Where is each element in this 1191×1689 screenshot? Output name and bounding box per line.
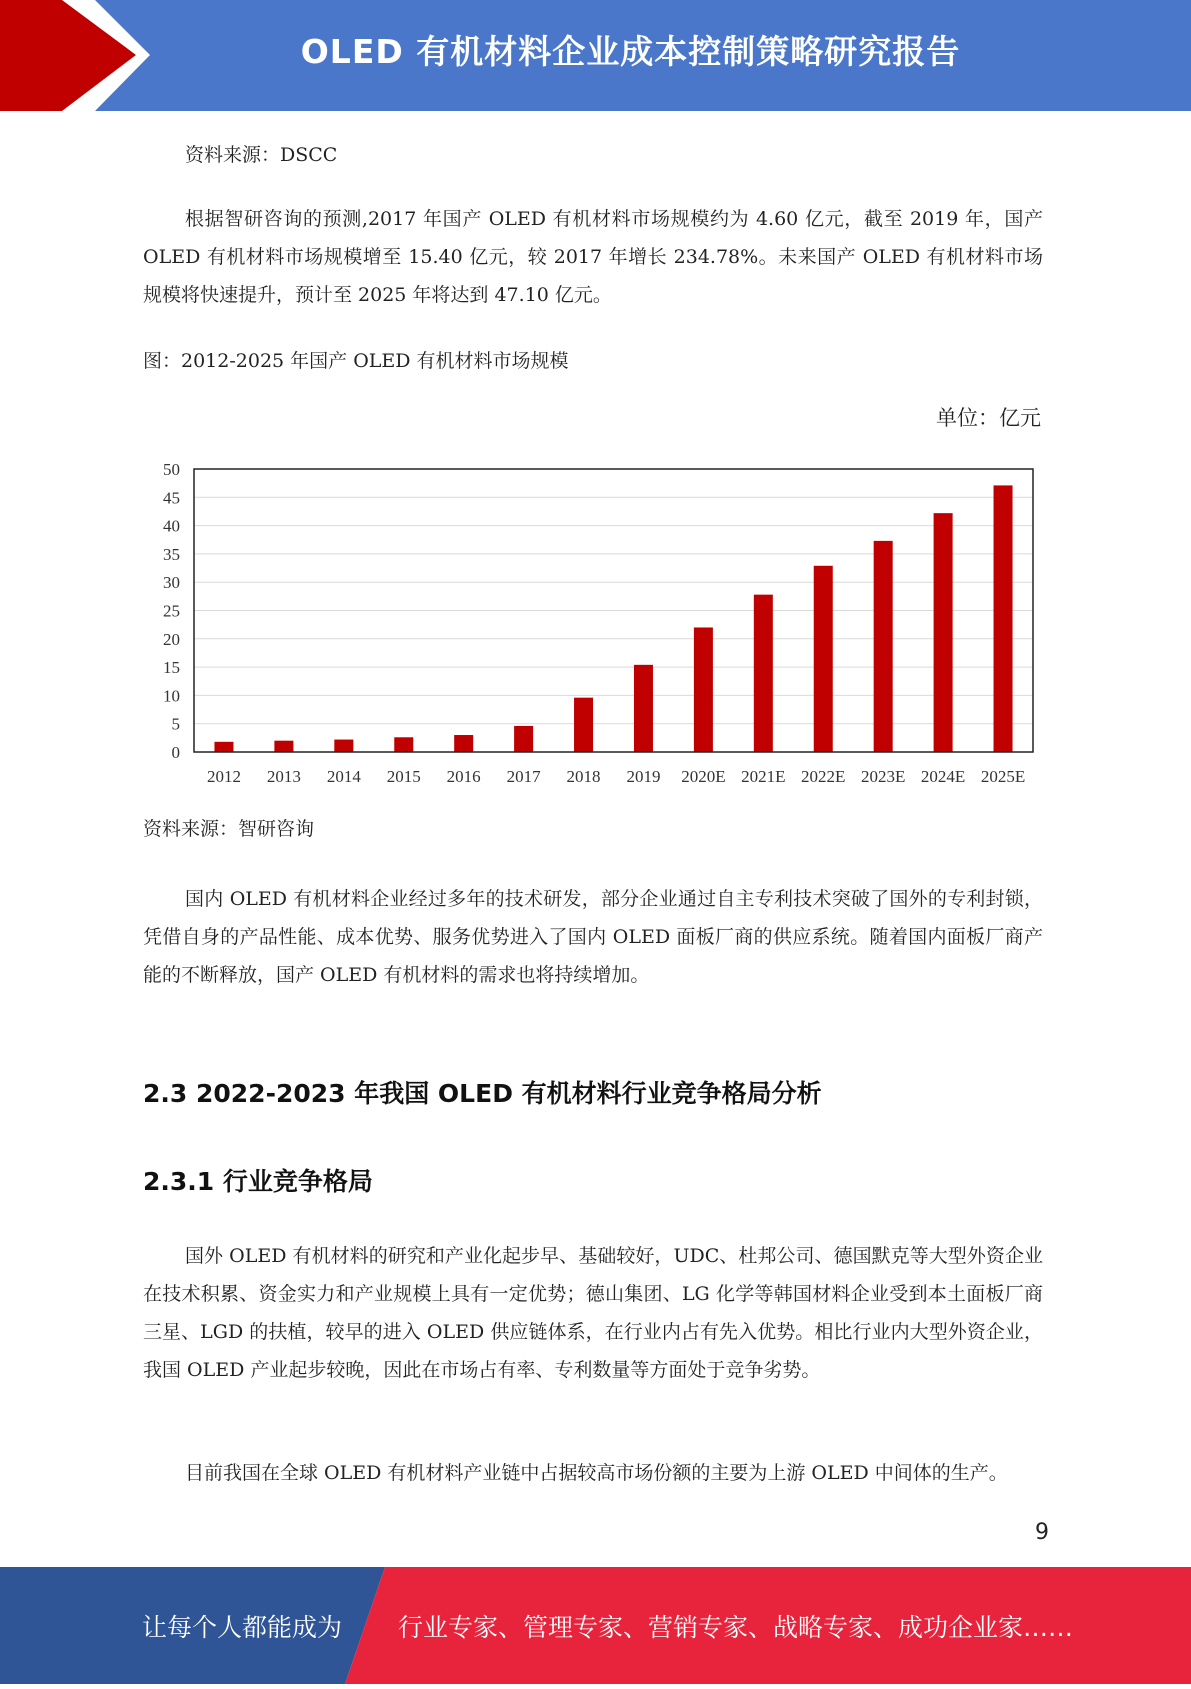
x-tick-label: 2013 [266, 767, 301, 786]
bar [214, 742, 233, 752]
x-tick-label: 2017 [506, 767, 541, 786]
x-tick-label: 2024E [920, 767, 966, 786]
y-tick-label: 30 [163, 573, 180, 593]
bar [334, 740, 353, 752]
footer-slogan-left: 让每个人都能成为 [142, 1613, 343, 1642]
y-tick-label: 35 [163, 544, 180, 564]
bar [634, 665, 653, 752]
y-tick-label: 20 [163, 629, 180, 649]
source-note-chart: 资料来源：智研咨询 [143, 818, 315, 840]
bar [454, 735, 473, 752]
paragraph-upstream: 目前我国在全球 OLED 有机材料产业链中占据较高市场份额的主要为上游 OLED 中间体的生产。 [185, 1462, 1008, 1484]
y-tick-label: 45 [163, 488, 180, 508]
x-tick-label: 2023E [860, 767, 906, 786]
y-tick-label: 0 [171, 743, 180, 762]
x-tick-label: 2022E [801, 767, 846, 786]
paragraph-market-forecast: 根据智研咨询的预测,2017 年国产 OLED 有机材料市场规模约为 4.60 亿元，截至 2019 年，国产 OLED 有机材料市场规模增至 15.40 亿元，较 2017 年增长 234.78%。未来国产 OLED 有机材料市场规模将快速提升，预计至 2025 年将达到 47.10 亿元。 [143, 208, 1043, 306]
bar [814, 566, 833, 752]
section-heading-2-3-1: 2.3.1 行业竞争格局 [143, 1167, 373, 1196]
bar [514, 726, 533, 752]
bar [754, 595, 773, 752]
x-tick-label: 2019 [626, 767, 661, 786]
footer-slogan-right: 行业专家、管理专家、营销专家、战略专家、成功企业家…… [398, 1613, 1074, 1642]
y-tick-label: 5 [171, 714, 180, 734]
figure-caption: 图：2012-2025 年国产 OLED 有机材料市场规模 [143, 350, 569, 372]
page-footer [0, 1567, 1191, 1684]
bar [574, 698, 593, 752]
page-number: 9 [1035, 1520, 1049, 1545]
source-note-dscc: 资料来源：DSCC [185, 144, 338, 166]
bar [994, 485, 1013, 752]
section-heading-2-3: 2.3 2022-2023 年我国 OLED 有机材料行业竞争格局分析 [143, 1079, 822, 1108]
x-tick-label: 2021E [741, 767, 786, 786]
x-tick-label: 2025E [980, 767, 1026, 786]
bar [394, 737, 413, 752]
y-tick-label: 40 [163, 516, 180, 536]
x-tick-label: 2012 [206, 767, 241, 786]
x-tick-label: 2016 [446, 767, 481, 786]
x-tick-label: 2020E [681, 767, 726, 786]
paragraph-competition: 国外 OLED 有机材料的研究和产业化起步早、基础较好，UDC、杜邦公司、德国默克等大型外资企业在技术积累、资金实力和产业规模上具有一定优势；德山集团、LG 化学等韩国材料企业受到本土面板厂商三星、LGD 的扶植，较早的进入 OLED 供应链体系，在行业内占有先入优势。相比行业内大型外资企业，我国 OLED 产业起步较晚，因此在市场占有率、专利数量等方面处于竞争劣势。 [143, 1245, 1043, 1381]
bar-chart-svg [140, 455, 1040, 795]
x-tick-label: 2014 [326, 767, 361, 786]
unit-label: 单位：亿元 [936, 406, 1041, 430]
market-size-chart [140, 455, 1040, 795]
report-title: OLED 有机材料企业成本控制策略研究报告 [300, 32, 961, 71]
bar [934, 513, 953, 752]
y-tick-label: 50 [163, 460, 180, 479]
bar [274, 741, 293, 752]
y-tick-label: 10 [163, 686, 180, 706]
x-tick-label: 2015 [386, 767, 421, 786]
y-tick-label: 25 [163, 601, 180, 621]
bar [694, 627, 713, 752]
y-tick-label: 15 [163, 658, 180, 678]
paragraph-domestic-development: 国内 OLED 有机材料企业经过多年的技术研发，部分企业通过自主专利技术突破了国外的专利封锁，凭借自身的产品性能、成本优势、服务优势进入了国内 OLED 面板厂商的供应系统。随着国内面板厂商产能的不断释放，国产 OLED 有机材料的需求也将持续增加。 [143, 888, 1043, 986]
page-header [0, 0, 1191, 111]
bar [874, 541, 893, 752]
x-tick-label: 2018 [566, 767, 601, 786]
